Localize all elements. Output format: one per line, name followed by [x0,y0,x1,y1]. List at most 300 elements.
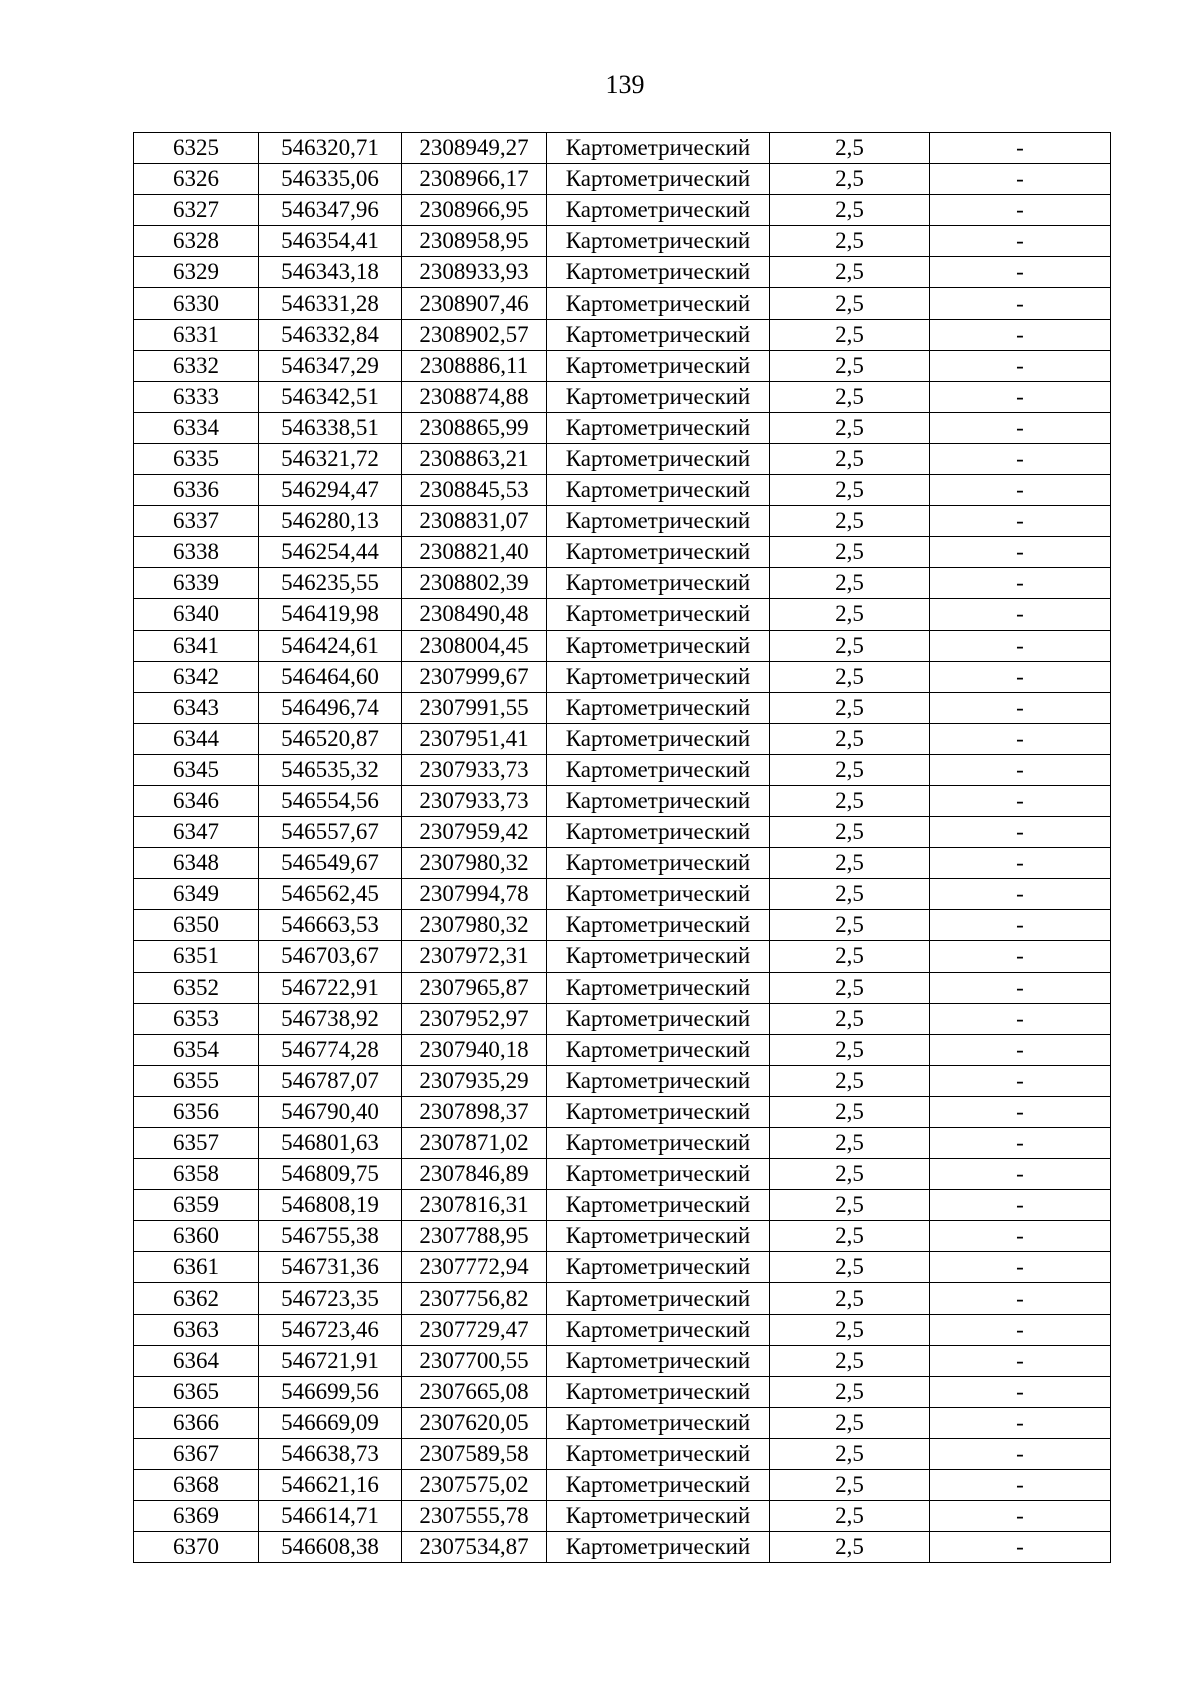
note-cell: - [930,226,1111,257]
accuracy-cell: 2,5 [770,1314,930,1345]
x-coordinate-cell: 546663,53 [259,910,402,941]
accuracy-cell: 2,5 [770,412,930,443]
accuracy-cell: 2,5 [770,1096,930,1127]
method-cell: Картометрический [547,475,770,506]
point-number-cell: 6327 [134,195,259,226]
y-coordinate-cell: 2307898,37 [402,1096,547,1127]
table-row [134,1314,1111,1345]
note-cell: - [930,1003,1111,1034]
point-number-cell: 6346 [134,785,259,816]
point-number-cell: 6348 [134,848,259,879]
y-coordinate-cell: 2308907,46 [402,288,547,319]
table-row [134,1283,1111,1314]
accuracy-cell: 2,5 [770,381,930,412]
note-cell: - [930,1376,1111,1407]
y-coordinate-cell: 2307994,78 [402,879,547,910]
point-number-cell: 6344 [134,723,259,754]
method-cell: Картометрический [547,1283,770,1314]
x-coordinate-cell: 546331,28 [259,288,402,319]
method-cell: Картометрический [547,879,770,910]
note-cell: - [930,568,1111,599]
table-row [134,475,1111,506]
method-cell: Картометрический [547,1438,770,1469]
x-coordinate-cell: 546235,55 [259,568,402,599]
y-coordinate-cell: 2307935,29 [402,1065,547,1096]
table-row [134,164,1111,195]
note-cell: - [930,1065,1111,1096]
note-cell: - [930,475,1111,506]
accuracy-cell: 2,5 [770,319,930,350]
y-coordinate-cell: 2307980,32 [402,910,547,941]
y-coordinate-cell: 2307816,31 [402,1190,547,1221]
accuracy-cell: 2,5 [770,1221,930,1252]
page-number: 139 [605,70,645,99]
note-cell: - [930,972,1111,1003]
note-cell: - [930,1501,1111,1532]
table-row [134,1003,1111,1034]
note-cell: - [930,817,1111,848]
point-number-cell: 6359 [134,1190,259,1221]
table-row [134,630,1111,661]
note-cell: - [930,319,1111,350]
y-coordinate-cell: 2307933,73 [402,785,547,816]
point-number-cell: 6368 [134,1470,259,1501]
point-number-cell: 6358 [134,1159,259,1190]
table-row [134,537,1111,568]
x-coordinate-cell: 546354,41 [259,226,402,257]
method-cell: Картометрический [547,1190,770,1221]
table-row [134,723,1111,754]
point-number-cell: 6326 [134,164,259,195]
table-row [134,817,1111,848]
table-row [134,879,1111,910]
y-coordinate-cell: 2308966,95 [402,195,547,226]
x-coordinate-cell: 546774,28 [259,1034,402,1065]
accuracy-cell: 2,5 [770,288,930,319]
y-coordinate-cell: 2308802,39 [402,568,547,599]
x-coordinate-cell: 546549,67 [259,848,402,879]
table-row [134,1438,1111,1469]
note-cell: - [930,506,1111,537]
accuracy-cell: 2,5 [770,226,930,257]
method-cell: Картометрический [547,754,770,785]
x-coordinate-cell: 546790,40 [259,1096,402,1127]
method-cell: Картометрический [547,319,770,350]
point-number-cell: 6350 [134,910,259,941]
method-cell: Картометрический [547,785,770,816]
accuracy-cell: 2,5 [770,1532,930,1563]
x-coordinate-cell: 546608,38 [259,1532,402,1563]
method-cell: Картометрический [547,817,770,848]
y-coordinate-cell: 2307951,41 [402,723,547,754]
table-row [134,412,1111,443]
note-cell: - [930,1314,1111,1345]
accuracy-cell: 2,5 [770,568,930,599]
y-coordinate-cell: 2307965,87 [402,972,547,1003]
note-cell: - [930,1283,1111,1314]
point-number-cell: 6342 [134,661,259,692]
method-cell: Картометрический [547,1407,770,1438]
y-coordinate-cell: 2308831,07 [402,506,547,537]
accuracy-cell: 2,5 [770,972,930,1003]
y-coordinate-cell: 2308966,17 [402,164,547,195]
point-number-cell: 6333 [134,381,259,412]
method-cell: Картометрический [547,350,770,381]
accuracy-cell: 2,5 [770,1034,930,1065]
y-coordinate-cell: 2307729,47 [402,1314,547,1345]
accuracy-cell: 2,5 [770,910,930,941]
method-cell: Картометрический [547,537,770,568]
x-coordinate-cell: 546496,74 [259,692,402,723]
note-cell: - [930,412,1111,443]
method-cell: Картометрический [547,1376,770,1407]
note-cell: - [930,133,1111,164]
note-cell: - [930,661,1111,692]
accuracy-cell: 2,5 [770,1376,930,1407]
accuracy-cell: 2,5 [770,1003,930,1034]
method-cell: Картометрический [547,1128,770,1159]
point-number-cell: 6363 [134,1314,259,1345]
note-cell: - [930,1252,1111,1283]
table-row [134,443,1111,474]
y-coordinate-cell: 2307999,67 [402,661,547,692]
accuracy-cell: 2,5 [770,1407,930,1438]
note-cell: - [930,164,1111,195]
x-coordinate-cell: 546424,61 [259,630,402,661]
point-number-cell: 6334 [134,412,259,443]
y-coordinate-cell: 2307665,08 [402,1376,547,1407]
accuracy-cell: 2,5 [770,661,930,692]
point-number-cell: 6356 [134,1096,259,1127]
y-coordinate-cell: 2308958,95 [402,226,547,257]
table-row [134,1128,1111,1159]
note-cell: - [930,1345,1111,1376]
y-coordinate-cell: 2308874,88 [402,381,547,412]
method-cell: Картометрический [547,599,770,630]
point-number-cell: 6331 [134,319,259,350]
x-coordinate-cell: 546638,73 [259,1438,402,1469]
y-coordinate-cell: 2308865,99 [402,412,547,443]
point-number-cell: 6339 [134,568,259,599]
y-coordinate-cell: 2307952,97 [402,1003,547,1034]
method-cell: Картометрический [547,848,770,879]
table-row [134,941,1111,972]
method-cell: Картометрический [547,1159,770,1190]
note-cell: - [930,1221,1111,1252]
note-cell: - [930,754,1111,785]
method-cell: Картометрический [547,972,770,1003]
note-cell: - [930,195,1111,226]
accuracy-cell: 2,5 [770,817,930,848]
table-row [134,1159,1111,1190]
point-number-cell: 6347 [134,817,259,848]
method-cell: Картометрический [547,288,770,319]
point-number-cell: 6369 [134,1501,259,1532]
method-cell: Картометрический [547,1314,770,1345]
accuracy-cell: 2,5 [770,443,930,474]
table-row [134,319,1111,350]
point-number-cell: 6361 [134,1252,259,1283]
point-number-cell: 6354 [134,1034,259,1065]
y-coordinate-cell: 2307991,55 [402,692,547,723]
note-cell: - [930,288,1111,319]
table-row [134,848,1111,879]
accuracy-cell: 2,5 [770,630,930,661]
accuracy-cell: 2,5 [770,164,930,195]
method-cell: Картометрический [547,1532,770,1563]
y-coordinate-cell: 2308902,57 [402,319,547,350]
method-cell: Картометрический [547,1345,770,1376]
x-coordinate-cell: 546801,63 [259,1128,402,1159]
accuracy-cell: 2,5 [770,475,930,506]
table-row [134,257,1111,288]
table-row [134,1096,1111,1127]
table-row [134,1221,1111,1252]
table-row [134,1376,1111,1407]
method-cell: Картометрический [547,1501,770,1532]
note-cell: - [930,350,1111,381]
table-row [134,568,1111,599]
method-cell: Картометрический [547,164,770,195]
y-coordinate-cell: 2308933,93 [402,257,547,288]
x-coordinate-cell: 546332,84 [259,319,402,350]
method-cell: Картометрический [547,1096,770,1127]
method-cell: Картометрический [547,195,770,226]
x-coordinate-cell: 546703,67 [259,941,402,972]
note-cell: - [930,1470,1111,1501]
note-cell: - [930,1532,1111,1563]
y-coordinate-cell: 2308821,40 [402,537,547,568]
x-coordinate-cell: 546294,47 [259,475,402,506]
point-number-cell: 6357 [134,1128,259,1159]
x-coordinate-cell: 546562,45 [259,879,402,910]
method-cell: Картометрический [547,661,770,692]
x-coordinate-cell: 546419,98 [259,599,402,630]
point-number-cell: 6364 [134,1345,259,1376]
y-coordinate-cell: 2307772,94 [402,1252,547,1283]
accuracy-cell: 2,5 [770,257,930,288]
y-coordinate-cell: 2308886,11 [402,350,547,381]
note-cell: - [930,1096,1111,1127]
note-cell: - [930,1190,1111,1221]
point-number-cell: 6332 [134,350,259,381]
x-coordinate-cell: 546738,92 [259,1003,402,1034]
point-number-cell: 6343 [134,692,259,723]
point-number-cell: 6338 [134,537,259,568]
table-row [134,1252,1111,1283]
y-coordinate-cell: 2307555,78 [402,1501,547,1532]
accuracy-cell: 2,5 [770,1159,930,1190]
x-coordinate-cell: 546520,87 [259,723,402,754]
point-number-cell: 6330 [134,288,259,319]
table-row [134,1407,1111,1438]
accuracy-cell: 2,5 [770,1128,930,1159]
note-cell: - [930,785,1111,816]
accuracy-cell: 2,5 [770,1190,930,1221]
accuracy-cell: 2,5 [770,1470,930,1501]
x-coordinate-cell: 546535,32 [259,754,402,785]
x-coordinate-cell: 546755,38 [259,1221,402,1252]
note-cell: - [930,1407,1111,1438]
note-cell: - [930,381,1111,412]
table-row [134,599,1111,630]
point-number-cell: 6365 [134,1376,259,1407]
y-coordinate-cell: 2308949,27 [402,133,547,164]
accuracy-cell: 2,5 [770,599,930,630]
x-coordinate-cell: 546254,44 [259,537,402,568]
y-coordinate-cell: 2308845,53 [402,475,547,506]
method-cell: Картометрический [547,1252,770,1283]
table-row [134,1501,1111,1532]
point-number-cell: 6341 [134,630,259,661]
x-coordinate-cell: 546808,19 [259,1190,402,1221]
point-number-cell: 6366 [134,1407,259,1438]
method-cell: Картометрический [547,506,770,537]
point-number-cell: 6329 [134,257,259,288]
note-cell: - [930,1159,1111,1190]
method-cell: Картометрический [547,723,770,754]
point-number-cell: 6352 [134,972,259,1003]
method-cell: Картометрический [547,941,770,972]
table-row [134,133,1111,164]
method-cell: Картометрический [547,568,770,599]
x-coordinate-cell: 546723,46 [259,1314,402,1345]
x-coordinate-cell: 546464,60 [259,661,402,692]
x-coordinate-cell: 546320,71 [259,133,402,164]
y-coordinate-cell: 2307959,42 [402,817,547,848]
x-coordinate-cell: 546321,72 [259,443,402,474]
accuracy-cell: 2,5 [770,1501,930,1532]
accuracy-cell: 2,5 [770,723,930,754]
method-cell: Картометрический [547,1221,770,1252]
note-cell: - [930,1128,1111,1159]
table-row [134,785,1111,816]
x-coordinate-cell: 546338,51 [259,412,402,443]
x-coordinate-cell: 546280,13 [259,506,402,537]
method-cell: Картометрический [547,1003,770,1034]
table-row [134,1034,1111,1065]
y-coordinate-cell: 2307700,55 [402,1345,547,1376]
y-coordinate-cell: 2308863,21 [402,443,547,474]
point-number-cell: 6349 [134,879,259,910]
x-coordinate-cell: 546669,09 [259,1407,402,1438]
x-coordinate-cell: 546723,35 [259,1283,402,1314]
note-cell: - [930,257,1111,288]
table-row [134,754,1111,785]
note-cell: - [930,537,1111,568]
table-row [134,910,1111,941]
table-row [134,972,1111,1003]
x-coordinate-cell: 546614,71 [259,1501,402,1532]
x-coordinate-cell: 546342,51 [259,381,402,412]
y-coordinate-cell: 2307972,31 [402,941,547,972]
x-coordinate-cell: 546347,96 [259,195,402,226]
x-coordinate-cell: 546731,36 [259,1252,402,1283]
method-cell: Картометрический [547,257,770,288]
accuracy-cell: 2,5 [770,754,930,785]
accuracy-cell: 2,5 [770,195,930,226]
accuracy-cell: 2,5 [770,506,930,537]
method-cell: Картометрический [547,1470,770,1501]
point-number-cell: 6335 [134,443,259,474]
point-number-cell: 6328 [134,226,259,257]
accuracy-cell: 2,5 [770,133,930,164]
method-cell: Картометрический [547,412,770,443]
table-row [134,1190,1111,1221]
note-cell: - [930,630,1111,661]
accuracy-cell: 2,5 [770,848,930,879]
table-row [134,1470,1111,1501]
table-row [134,288,1111,319]
table-row [134,506,1111,537]
point-number-cell: 6325 [134,133,259,164]
point-number-cell: 6345 [134,754,259,785]
y-coordinate-cell: 2308490,48 [402,599,547,630]
table-row [134,350,1111,381]
table-row [134,381,1111,412]
point-number-cell: 6360 [134,1221,259,1252]
table-row [134,692,1111,723]
y-coordinate-cell: 2307589,58 [402,1438,547,1469]
x-coordinate-cell: 546335,06 [259,164,402,195]
y-coordinate-cell: 2307846,89 [402,1159,547,1190]
table-row [134,1065,1111,1096]
point-number-cell: 6340 [134,599,259,630]
y-coordinate-cell: 2307620,05 [402,1407,547,1438]
method-cell: Картометрический [547,692,770,723]
note-cell: - [930,599,1111,630]
accuracy-cell: 2,5 [770,1345,930,1376]
coordinates-table [133,132,1111,1563]
coordinates-table-body [134,133,1111,1563]
y-coordinate-cell: 2308004,45 [402,630,547,661]
accuracy-cell: 2,5 [770,350,930,381]
x-coordinate-cell: 546699,56 [259,1376,402,1407]
note-cell: - [930,941,1111,972]
x-coordinate-cell: 546343,18 [259,257,402,288]
accuracy-cell: 2,5 [770,692,930,723]
point-number-cell: 6353 [134,1003,259,1034]
method-cell: Картометрический [547,1065,770,1096]
accuracy-cell: 2,5 [770,941,930,972]
method-cell: Картометрический [547,226,770,257]
method-cell: Картометрический [547,381,770,412]
note-cell: - [930,910,1111,941]
x-coordinate-cell: 546554,56 [259,785,402,816]
point-number-cell: 6336 [134,475,259,506]
y-coordinate-cell: 2307756,82 [402,1283,547,1314]
method-cell: Картометрический [547,630,770,661]
accuracy-cell: 2,5 [770,1283,930,1314]
point-number-cell: 6351 [134,941,259,972]
accuracy-cell: 2,5 [770,1252,930,1283]
note-cell: - [930,848,1111,879]
accuracy-cell: 2,5 [770,1438,930,1469]
accuracy-cell: 2,5 [770,879,930,910]
point-number-cell: 6355 [134,1065,259,1096]
note-cell: - [930,879,1111,910]
x-coordinate-cell: 546557,67 [259,817,402,848]
x-coordinate-cell: 546621,16 [259,1470,402,1501]
x-coordinate-cell: 546787,07 [259,1065,402,1096]
x-coordinate-cell: 546809,75 [259,1159,402,1190]
method-cell: Картометрический [547,910,770,941]
point-number-cell: 6362 [134,1283,259,1314]
point-number-cell: 6367 [134,1438,259,1469]
y-coordinate-cell: 2307980,32 [402,848,547,879]
accuracy-cell: 2,5 [770,785,930,816]
x-coordinate-cell: 546722,91 [259,972,402,1003]
